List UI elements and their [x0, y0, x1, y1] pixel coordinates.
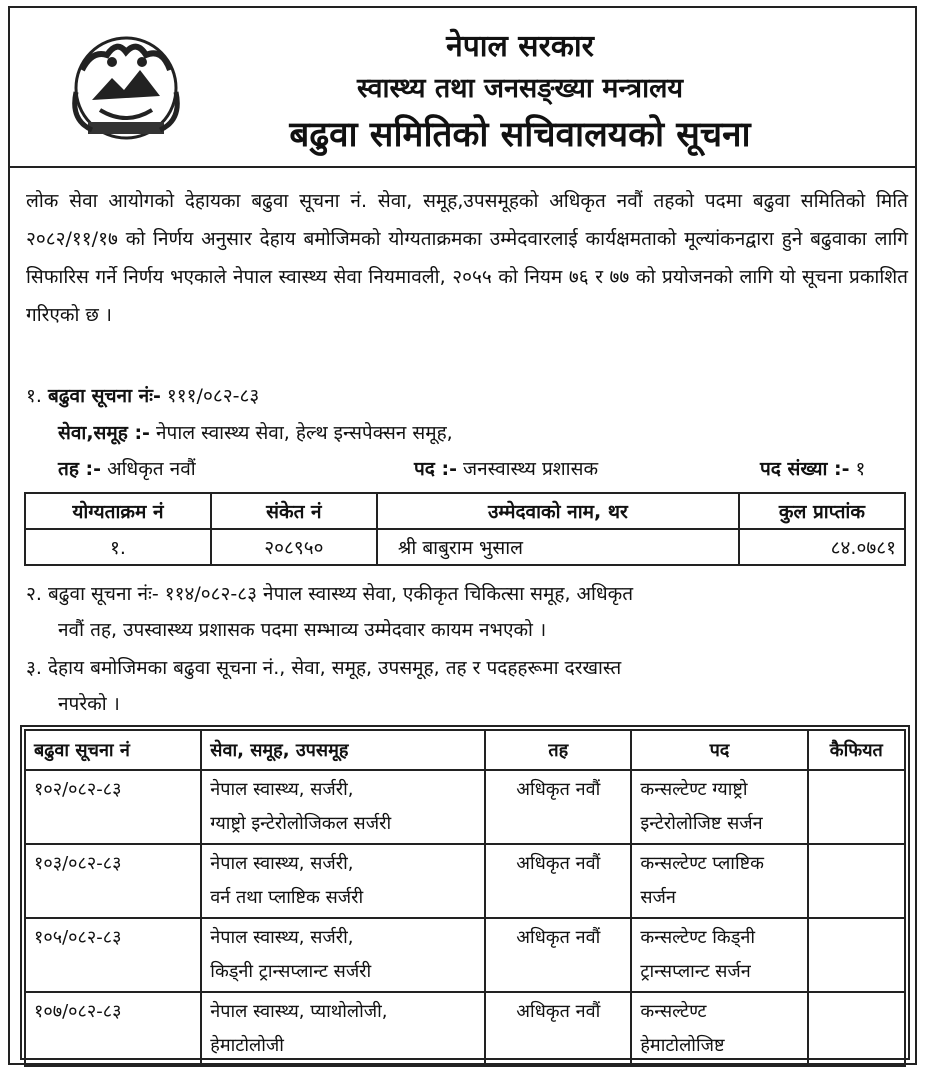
- vacancy-table: [24, 729, 906, 1067]
- section1-post: [414, 455, 598, 481]
- col-remarks: कैफियत: [808, 730, 905, 770]
- col-code: संकेत नं: [211, 493, 377, 529]
- section1-level: [58, 455, 196, 481]
- post-line1: कन्सल्टेण्ट किड्नी: [640, 927, 755, 948]
- notice-no-cell: १०५/०८२-८३: [25, 918, 201, 992]
- code-cell: २०८९५०: [211, 529, 377, 565]
- level-cell: अधिकृत नवौं: [485, 918, 631, 992]
- remark-cell: [808, 844, 905, 918]
- section1-count: [760, 455, 865, 481]
- ministry-title: स्वास्थ्य तथा जनसङ्ख्या मन्त्रालय: [356, 73, 684, 104]
- post-line2: सर्जन: [640, 887, 676, 908]
- notice-no-cell: १०३/०८२-८३: [25, 844, 201, 918]
- section3: [26, 650, 906, 722]
- table-row: [25, 770, 905, 844]
- table-row: [25, 844, 905, 918]
- service-cell: [201, 918, 485, 992]
- col-notice-no: बढुवा सूचना नं: [25, 730, 201, 770]
- table-row: [25, 529, 905, 565]
- level-value: अधिकृत नवौं: [107, 458, 196, 480]
- service-label: सेवा,समूह :-: [58, 422, 150, 444]
- section3-line1: ३. देहाय बमोजिमका बढुवा सूचना नं., सेवा, समूह, उपसमूह, तह र पदहहरूमा दरखास्त: [26, 657, 622, 679]
- name-cell: श्री बाबुराम भुसाल: [377, 529, 739, 565]
- col-post: पद: [631, 730, 807, 770]
- score-cell: ८४.०७८१: [739, 529, 905, 565]
- count-value: १: [855, 458, 866, 480]
- notice-title: बढुवा समितिको सचिवालयको सूचना: [289, 115, 751, 155]
- remark-cell: [808, 992, 905, 1066]
- level-cell: अधिकृत नवौं: [485, 770, 631, 844]
- section1-notice: [26, 382, 259, 408]
- service-line1: नेपाल स्वास्थ्य, सर्जरी,: [210, 853, 354, 874]
- level-label: तह :-: [58, 458, 102, 480]
- remark-cell: [808, 770, 905, 844]
- service-line2: वर्न तथा प्लाष्टिक सर्जरी: [210, 887, 364, 908]
- merit-table: [24, 492, 906, 566]
- section3-line2: नपरेको ।: [58, 693, 120, 715]
- post-line2: ट्रान्सप्लान्ट सर्जन: [640, 961, 751, 982]
- col-score: कुल प्राप्तांक: [739, 493, 905, 529]
- section1-notice-label: बढुवा सूचना नंः-: [47, 385, 161, 407]
- level-cell: अधिकृत नवौं: [485, 992, 631, 1066]
- post-cell: [631, 770, 807, 844]
- service-line1: नेपाल स्वास्थ्य, सर्जरी,: [210, 779, 354, 800]
- notice-no-cell: १०७/०८२-८३: [25, 992, 201, 1066]
- service-cell: [201, 770, 485, 844]
- header-divider: [8, 166, 917, 168]
- level-cell: अधिकृत नवौं: [485, 844, 631, 918]
- vacancy-table-header: [25, 730, 905, 770]
- section1-service: [58, 419, 453, 445]
- post-line2: इन्टेरोलोजिष्ट सर्जन: [640, 813, 763, 834]
- col-service: सेवा, समूह, उपसमूह: [201, 730, 485, 770]
- post-cell: [631, 844, 807, 918]
- service-line1: नेपाल स्वास्थ्य, प्याथोलोजी,: [210, 1001, 388, 1022]
- service-line1: नेपाल स्वास्थ्य, सर्जरी,: [210, 927, 354, 948]
- section1-notice-value: १११/०८२-८३: [166, 385, 260, 407]
- service-line2: ग्याष्ट्रो इन्टेरोलोजिकल सर्जरी: [210, 813, 392, 834]
- service-value: नेपाल स्वास्थ्य सेवा, हेल्थ इन्सपेक्सन समूह,: [156, 422, 453, 444]
- post-line1: कन्सल्टेण्ट प्लाष्टिक: [640, 853, 764, 874]
- section2: [26, 576, 906, 648]
- post-cell: [631, 992, 807, 1066]
- section2-line2: नवौं तह, उपस्वास्थ्य प्रशासक पदमा सम्भाव्य उम्मेदवार कायम नभएको ।: [58, 619, 547, 641]
- post-line1: कन्सल्टेण्ट ग्याष्ट्रो: [640, 779, 748, 800]
- post-label: पद :-: [414, 458, 457, 480]
- table-row: [25, 918, 905, 992]
- post-line1: कन्सल्टेण्ट: [640, 1001, 707, 1022]
- post-value: जनस्वास्थ्य प्रशासक: [463, 458, 599, 480]
- notice-no-cell: १०२/०८२-८३: [25, 770, 201, 844]
- col-name: उम्मेदवाको नाम, थर: [377, 493, 739, 529]
- rank-cell: १.: [25, 529, 211, 565]
- service-line2: हेमाटोलोजी: [210, 1035, 284, 1056]
- service-cell: [201, 992, 485, 1066]
- section2-line1: २. बढुवा सूचना नंः- ११४/०८२-८३ नेपाल स्वास्थ्य सेवा, एकीकृत चिकित्सा समूह, अधिकृत: [26, 583, 634, 605]
- section1-number: १.: [26, 385, 42, 407]
- post-line2: हेमाटोलोजिष्ट: [640, 1035, 725, 1056]
- government-title: नेपाल सरकार: [446, 29, 594, 64]
- post-cell: [631, 918, 807, 992]
- remark-cell: [808, 918, 905, 992]
- table-row: [25, 992, 905, 1066]
- nepal-emblem-icon: [62, 30, 190, 148]
- service-line2: किड्नी ट्रान्सप्लान्ट सर्जरी: [210, 961, 372, 982]
- count-label: पद संख्या :-: [760, 458, 850, 480]
- intro-paragraph: लोक सेवा आयोगको देहायका बढुवा सूचना नं. सेवा, समूह,उपसमूहको अधिकृत नवौं तहको पदमा बढुवा समितिको मिति २०८२/११/१७ को निर्णय अनुसार देहाय बमोजिमको योग्यताक्रमका उम्मेदवारलाई कार्यक्षमताको मूल्यांकनद्वारा हुने बढुवाका लागि सिफारिस गर्ने निर्णय भएकाले नेपाल स्वास्थ्य सेवा नियमावली, २०५५ को नियम ७६ र ७७ को प्रयोजनको लागि यो सूचना प्रकाशित गरिएको छ ।: [26, 190, 908, 326]
- service-cell: [201, 844, 485, 918]
- merit-table-header: [25, 493, 905, 529]
- col-level: तह: [485, 730, 631, 770]
- col-rank: योग्यताक्रम नं: [25, 493, 211, 529]
